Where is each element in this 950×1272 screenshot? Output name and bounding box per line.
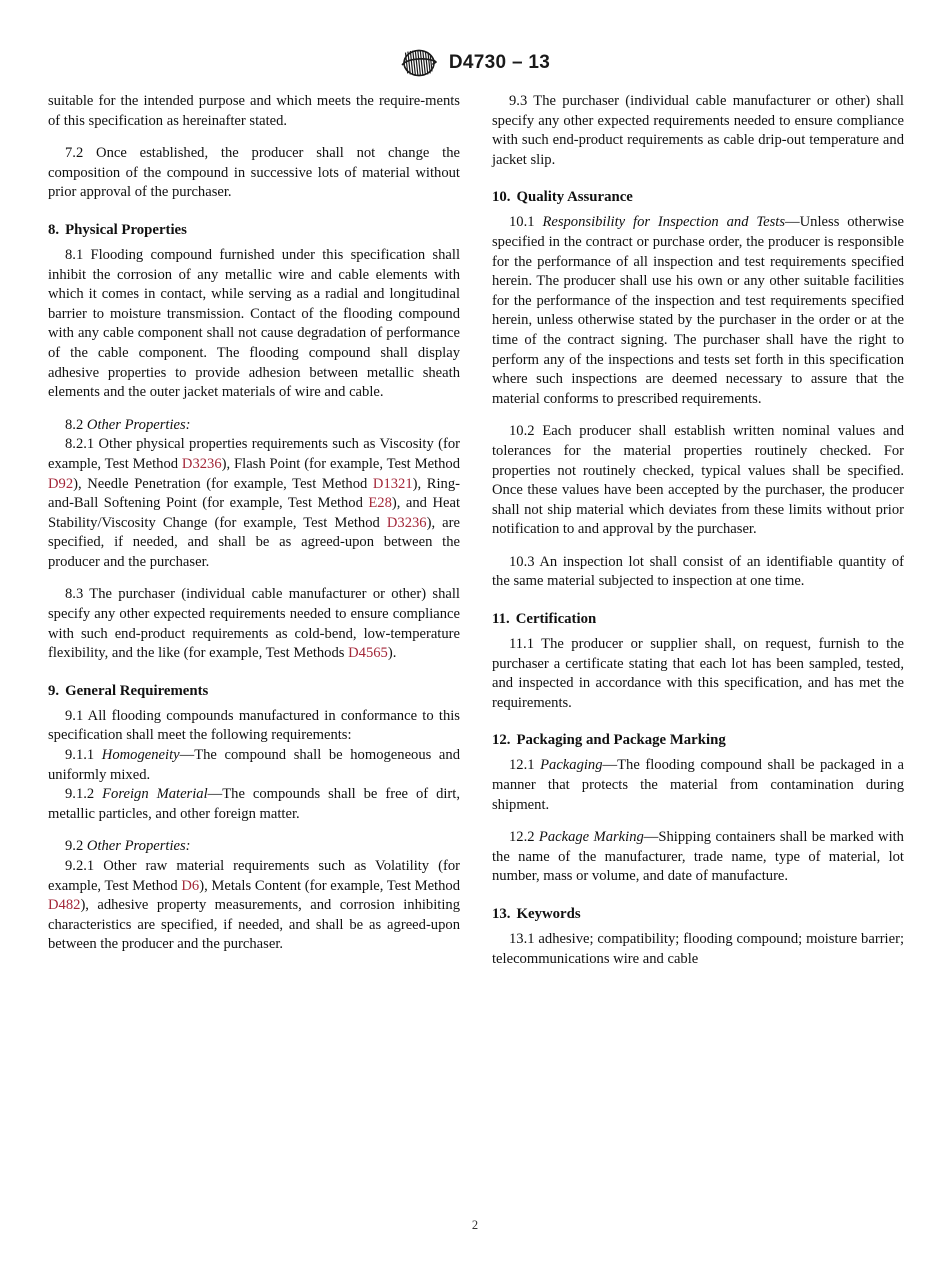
par-9-2-1-text-3: ), adhesive property measurements, and corrosion inhibiting characteristics are specified, if needed, and shall be as agreed-upon between the producer and the purchaser. [48,897,460,953]
paragraph-10-1 [492,213,904,409]
paragraph-9-2-number: 9.2 [65,838,84,855]
heading-10-title: Quality Assurance [516,189,633,206]
paragraph-9-2-1 [48,857,460,955]
standard-designation: D4730 – 13 [448,52,551,73]
par-12-1-text: —The flooding compound shall be packaged in a manner that protects the material from contamination during shipment. [492,757,904,813]
heading-11-title: Certification [515,611,597,628]
standard-ref-d3236-a[interactable]: D3236 [181,455,222,472]
paragraph-10-2: 10.2 Each producer shall establish written nominal values and tolerances for the material properties routinely checked. For properties not routinely checked, typical values shall be specified. Once these values have been accepted by the purchaser, the producer shall not ship material which deviates from these limits without prior notification to and approval by the purchaser. [492,423,904,538]
heading-8-physical-properties [48,221,460,240]
paragraph-8-2-1 [48,435,460,572]
par-9-1-1-text: —The compound shall be homogeneous and uniformly mixed. [48,747,460,783]
page-header [0,46,950,80]
paragraph-7-2: 7.2 Once established, the producer shall not change the composition of the compound in successive lots of material without prior approval of the purchaser. [48,145,460,201]
heading-11-certification [492,610,904,629]
paragraph-8-3 [48,585,460,663]
heading-13-keywords [492,905,904,924]
heading-8-title: Physical Properties [65,221,187,238]
standard-ref-d482[interactable]: D482 [48,897,81,914]
paragraph-8-2 [48,416,460,436]
paragraph-9-2 [48,837,460,857]
paragraph-8-1: 8.1 Flooding compound furnished under this specification shall inhibit the corrosion of any metallic wire and cable elements with which it comes in contact, while serving as a radial and longitudinal barrier to moisture transmission. Contact of the flooding compound with any cable component shall not cause degradation of performance of the cable component. The flooding compound shall display adhesive properties to provide adhesion between metallic sheath elements and the outer jacket materials of wire and cable. [48,246,460,401]
paragraph-7-1-continued: suitable for the intended purpose and which meets the require-ments of this specification as hereinafter stated. [48,93,460,129]
par-8-2-1-text-6: ), are specified, if needed, and shall be as agreed-upon between the producer and the purchaser. [48,514,460,570]
heading-9-number: 9. [48,682,60,699]
standard-ref-d6[interactable]: D6 [181,877,200,894]
par-8-2-1-text-2: ), Flash Point (for example, Test Method [221,455,460,472]
heading-9-title: General Requirements [65,682,209,699]
par-12-1-term: Packaging [540,757,603,774]
par-9-1-1-number: 9.1.1 [65,747,95,764]
page-number: 2 [471,1218,479,1232]
par-10-1-number: 10.1 [509,214,535,231]
par-12-1-number: 12.1 [509,757,535,774]
paragraph-10-3: 10.3 An inspection lot shall consist of an identifiable quantity of the same material subjected to inspection at one time. [492,553,904,590]
heading-10-number: 10. [492,189,511,206]
heading-8-number: 8. [48,221,60,238]
heading-12-number: 12. [492,732,511,749]
right-column [492,92,904,969]
heading-9-general-requirements [48,682,460,701]
heading-12-packaging-and-package-marking [492,731,904,750]
par-12-2-term: Package Marking [538,829,644,846]
par-8-3-text-1: 8.3 The purchaser (individual cable manufacturer or other) shall specify any other expected requirements needed to ensure compliance with such end-product requirements as cold-bend, low-temperature flexibility, and the like (for example, Test Methods [48,586,460,662]
standard-ref-d1321[interactable]: D1321 [372,475,413,492]
paragraph-13-1: 13.1 adhesive; compatibility; flooding compound; moisture barrier; telecommunications wire and cable [492,931,904,967]
par-9-1-2-text: —The compounds shall be free of dirt, metallic particles, and other foreign matter. [48,786,460,822]
standard-ref-d92[interactable]: D92 [48,475,74,492]
heading-13-title: Keywords [516,906,581,922]
two-column-body [48,92,904,969]
par-8-2-1-text-4: ), Ring-and-Ball Softening Point (for example, Test Method [48,475,461,512]
par-9-2-1-text-1: 9.2.1 Other raw material requirements such as Volatility (for example, Test Method [48,858,460,894]
par-10-1-term: Responsibility for Inspection and Tests [542,214,786,231]
astm-logo [400,49,438,77]
paragraph-12-1 [492,756,904,815]
par-9-1-2-term: Foreign Material [102,786,208,803]
paragraph-8-2-title: Other Properties: [86,416,191,433]
par-9-2-1-text-2: ), Metals Content (for example, Test Method [199,877,460,894]
standard-ref-e28[interactable]: E28 [368,495,392,512]
paragraph-9-1-1 [48,746,460,785]
par-8-2-1-text-1: 8.2.1 Other physical properties requirements such as Viscosity (for example, Test Method [48,436,460,472]
paragraph-9-3: 9.3 The purchaser (individual cable manufacturer or other) shall specify any other expected requirements needed to ensure compliance with such end-product requirements as cable drip-out temperature and jacket slip. [492,93,904,168]
heading-11-number: 11. [492,611,510,628]
paragraph-8-2-number: 8.2 [65,416,84,433]
par-12-2-text: —Shipping containers shall be marked with the name of the manufacturer, trade name, type of material, lot number, mass or volume, and date of manufacture. [492,829,904,885]
heading-10-quality-assurance [492,188,904,207]
par-9-1-2-number: 9.1.2 [65,786,95,803]
standard-ref-d4565[interactable]: D4565 [348,645,388,662]
par-8-3-text-2: ). [387,645,397,662]
par-8-2-1-text-5: ), and Heat Stability/Viscosity Change (for example, Test Method [48,495,460,531]
par-9-1-1-term: Homogeneity [101,747,180,764]
par-10-1-text: —Unless otherwise specified in the contract or purchase order, the producer is responsible for the performance of all inspection and test requirements specified herein. The producer shall use his own or any other suitable facilities for the performance of the inspection and test requirements specified herein, unless otherwise stated by the purchaser in the order or at the time of the contract signing. The purchaser shall have the right to perform any of the inspections and tests set forth in this specification where such inspections are deemed necessary to assure that the material conforms to prescribed requirements. [492,214,904,407]
par-8-2-1-text-3: ), Needle Penetration (for example, Test Method [73,475,373,492]
heading-12-title: Packaging and Package Marking [516,732,726,749]
par-12-2-number: 12.2 [509,829,535,846]
paragraph-9-2-title: Other Properties: [86,838,191,855]
standard-ref-d3236-b[interactable]: D3236 [386,514,427,531]
paragraph-9-1: 9.1 All flooding compounds manufactured in conformance to this specification shall meet the following requirements: [48,707,460,744]
paragraph-11-1: 11.1 The producer or supplier shall, on request, furnish to the purchaser a certificate stating that each lot has been sampled, tested, and inspected in accordance with this specification, and has met the requirements. [492,636,904,711]
paragraph-12-2 [492,828,904,887]
left-column [48,92,460,955]
paragraph-9-1-2 [48,785,460,824]
heading-13-number: 13. [492,906,511,922]
